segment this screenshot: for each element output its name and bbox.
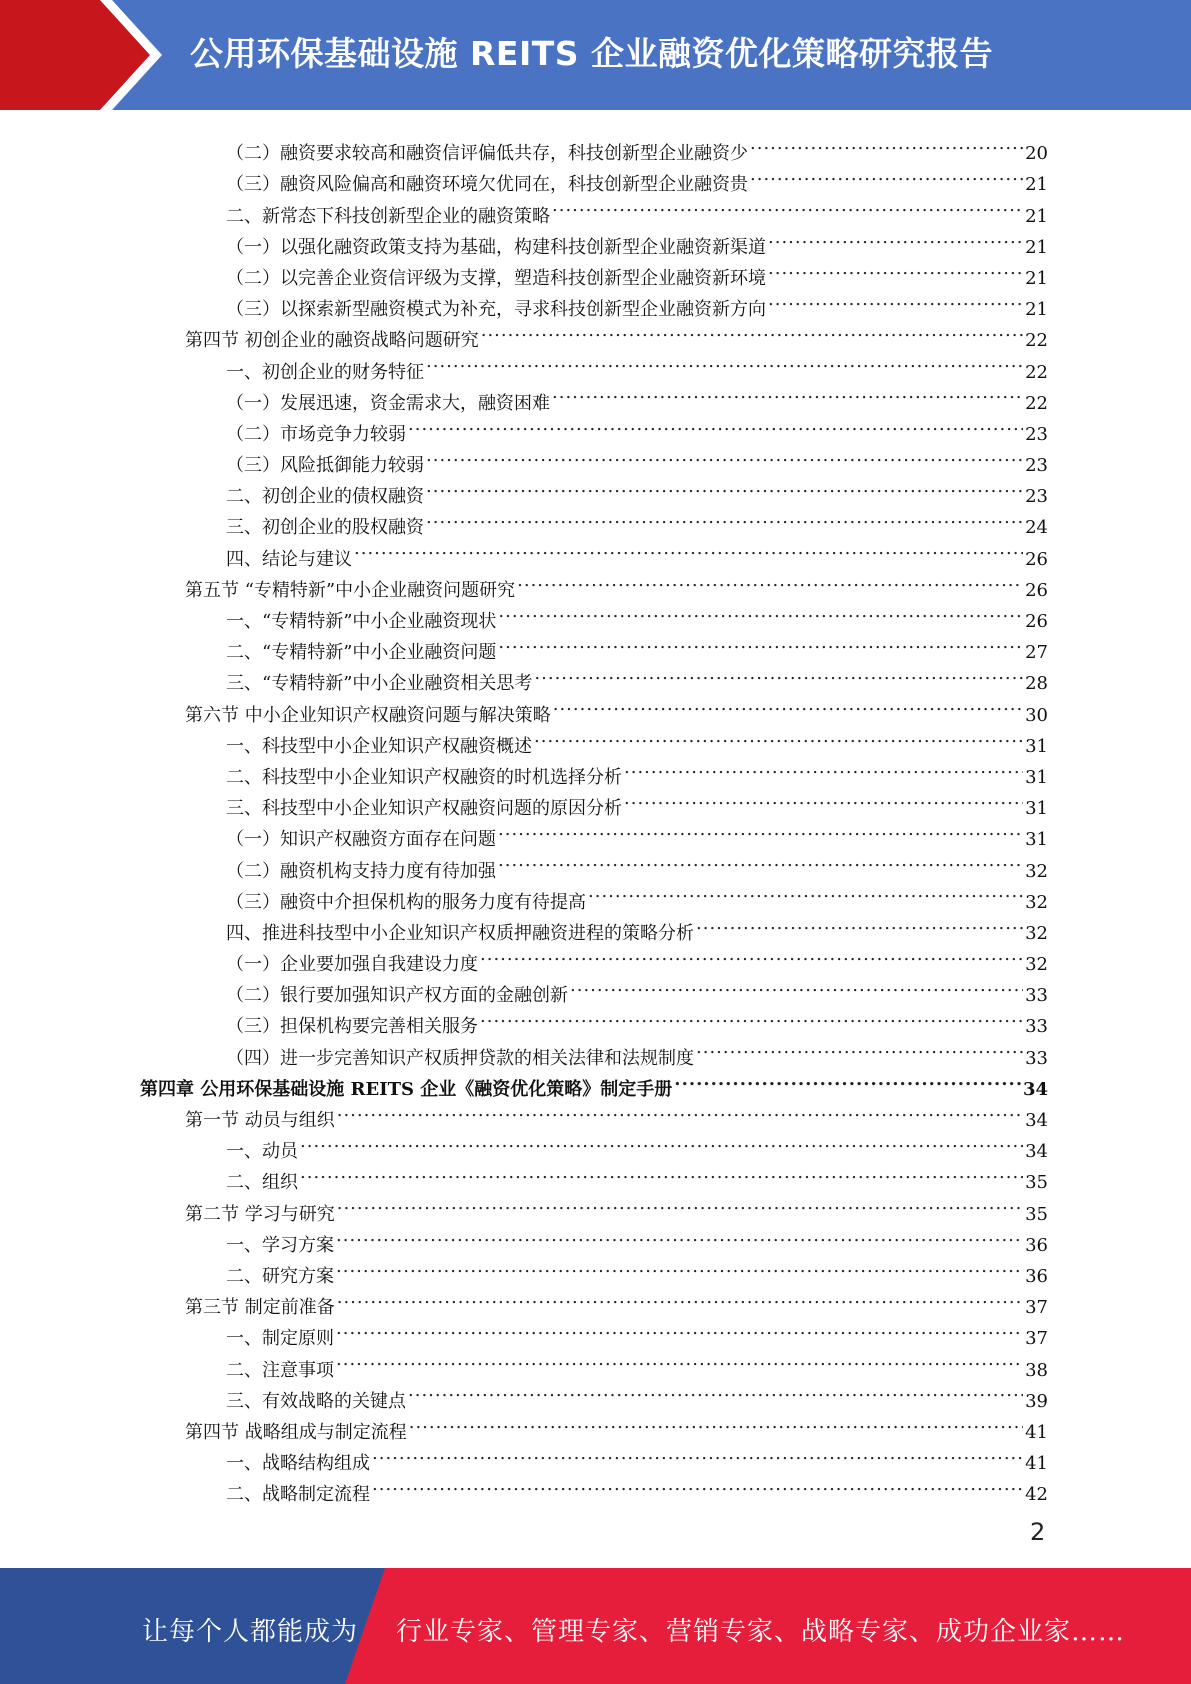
toc-leader-dots [534,658,1023,689]
toc-leader-dots [300,1157,1023,1188]
toc-entry-title: （二）银行要加强知识产权方面的金融创新 [226,985,568,1007]
toc-entry[interactable] [140,128,1048,165]
toc-leader-dots [336,1344,1023,1375]
toc-entry-title: （一）知识产权融资方面存在问题 [226,829,496,851]
toc-entry-title: （一）发展迅速，资金需求大，融资困难 [226,392,550,414]
toc-entry-title: 第一节 动员与组织 [185,1110,335,1131]
toc-leader-dots [750,159,1023,190]
toc-entry-title: （二）融资要求较高和融资信评偏低共存，科技创新型企业融资少 [226,143,748,165]
toc-entry-title: （二）市场竞争力较弱 [226,423,406,445]
toc-leader-dots [481,315,1023,346]
toc-entry-title: 一、初创企业的财务特征 [226,361,424,383]
toc-entry-title: 二、新常态下科技创新型企业的融资策略 [226,205,550,227]
toc-entry-title: （三）融资风险偏高和融资环境欠优同在，科技创新型企业融资贵 [226,174,748,196]
toc-leader-dots [408,409,1023,440]
toc-entry-title: 二、研究方案 [226,1265,334,1287]
toc-entry-title: （二）以完善企业资信评级为支撑，塑造科技创新型企业融资新环境 [226,267,766,289]
toc-leader-dots [552,378,1023,409]
toc-entry-title: （四）进一步完善知识产权质押贷款的相关法律和法规制度 [226,1047,694,1069]
toc-leader-dots [409,1407,1023,1438]
toc-entry-title: 第四节 初创企业的融资战略问题研究 [185,330,479,352]
page-header [0,0,1191,110]
toc-entry-page: 36 [1025,1265,1048,1287]
toc-leader-dots [768,284,1023,315]
toc-leader-dots [372,1438,1023,1469]
toc-leader-dots [768,222,1023,253]
toc-entry-title: 三、“专精特新”中小企业融资相关思考 [226,673,533,695]
toc-leader-dots [696,1032,1023,1063]
toc-entry-page: 33 [1025,1016,1048,1038]
toc-entry-page: 24 [1025,517,1048,539]
toc-entry-title: 一、动员 [226,1141,298,1163]
toc-leader-dots [372,1469,1023,1500]
toc-entry-page: 37 [1025,1297,1048,1319]
toc-leader-dots [426,471,1023,502]
toc-entry-title: （三）担保机构要完善相关服务 [226,1016,478,1038]
toc-leader-dots [480,939,1023,970]
toc-entry-page: 22 [1025,361,1048,383]
toc-entry-page: 35 [1025,1203,1048,1225]
toc-entry-title: 第三节 制定前准备 [185,1297,335,1319]
toc-entry-page: 33 [1025,985,1048,1007]
toc-entry-page: 31 [1025,829,1048,851]
toc-entry-title: 一、科技型中小企业知识产权融资概述 [226,735,532,757]
toc-leader-dots [426,346,1023,377]
toc-entry-page: 32 [1025,860,1048,882]
toc-entry-page: 31 [1025,735,1048,757]
toc-entry-title: 四、推进科技型中小企业知识产权质押融资进程的策略分析 [226,922,694,944]
toc-entry-title: 一、制定原则 [226,1328,334,1350]
toc-entry-title: 第四节 战略组成与制定流程 [185,1421,407,1443]
toc-entry-title: 二、组织 [226,1172,298,1194]
toc-entry-title: （一）以强化融资政策支持为基础，构建科技创新型企业融资新渠道 [226,236,766,258]
toc-leader-dots [480,1001,1023,1032]
toc-entry-page: 32 [1025,891,1048,913]
toc-entry-page: 23 [1025,486,1048,508]
toc-entry-title: 第五节 “专精特新”中小企业融资问题研究 [185,579,516,601]
toc-entry-page: 20 [1025,143,1048,165]
toc-entry-page: 27 [1025,642,1048,664]
toc-entry-page: 36 [1025,1234,1048,1256]
toc-entry-title: 第二节 学习与研究 [185,1203,335,1225]
toc-leader-dots [624,783,1023,814]
toc-entry-title: 第四章 公用环保基础设施 REITS 企业《融资优化策略》制定手册 [140,1078,673,1100]
toc-entry-title: （二）融资机构支持力度有待加强 [226,860,496,882]
toc-entry-page: 32 [1025,922,1048,944]
toc-entry-page: 21 [1025,267,1048,289]
toc-leader-dots [336,1220,1023,1251]
toc-entry-title: （三）风险抵御能力较弱 [226,455,424,477]
toc-entry-title: 四、结论与建议 [226,548,352,570]
table-of-contents [140,128,1048,1506]
toc-leader-dots [300,1126,1023,1157]
toc-leader-dots [674,1064,1021,1095]
toc-leader-dots [498,814,1023,845]
toc-leader-dots [337,1188,1023,1219]
toc-entry-title: 三、初创企业的股权融资 [226,517,424,539]
toc-entry-page: 22 [1025,330,1048,352]
footer-slogan-left: 让每个人都能成为 [142,1617,359,1647]
toc-entry-title: 二、“专精特新”中小企业融资问题 [226,642,497,664]
report-title: 公用环保基础设施 REITS 企业融资优化策略研究报告 [190,34,993,73]
toc-leader-dots [498,627,1023,658]
toc-entry-page: 21 [1025,299,1048,321]
toc-leader-dots [337,1282,1023,1313]
toc-leader-dots [553,689,1023,720]
toc-entry-title: 二、科技型中小企业知识产权融资的时机选择分析 [226,766,622,788]
toc-leader-dots [337,1095,1023,1126]
toc-leader-dots [552,190,1023,221]
toc-entry-page: 21 [1025,174,1048,196]
toc-entry-page: 26 [1025,611,1048,632]
toc-entry-page: 38 [1025,1359,1048,1381]
toc-entry-page: 34 [1022,1078,1048,1100]
toc-entry-page: 41 [1025,1421,1048,1443]
footer-slogan-right: 行业专家、管理专家、营销专家、战略专家、成功企业家…… [396,1617,1126,1647]
toc-leader-dots [570,970,1023,1001]
toc-leader-dots [336,1251,1023,1282]
toc-entry-page: 26 [1025,548,1048,570]
toc-entry-title: 二、注意事项 [226,1359,334,1381]
toc-entry-title: 三、有效战略的关键点 [226,1390,406,1412]
toc-entry-title: 二、战略制定流程 [226,1484,370,1506]
toc-entry-title: 一、战略结构组成 [226,1453,370,1475]
toc-entry-title: 第六节 中小企业知识产权融资问题与解决策略 [185,704,551,726]
toc-entry-page: 21 [1025,205,1048,227]
toc-entry-page: 33 [1025,1047,1048,1069]
toc-entry-page: 35 [1025,1172,1048,1194]
toc-entry-page: 41 [1025,1453,1048,1475]
toc-entry-page: 32 [1025,954,1048,976]
toc-leader-dots [768,253,1023,284]
toc-entry-page: 28 [1025,673,1048,695]
toc-leader-dots [588,877,1023,908]
toc-entry-page: 34 [1025,1141,1048,1163]
toc-leader-dots [498,596,1023,627]
toc-entry-page: 26 [1025,579,1048,601]
toc-entry-page: 23 [1025,455,1048,477]
toc-entry-page: 23 [1025,423,1048,445]
toc-leader-dots [517,565,1023,596]
toc-leader-dots [750,128,1023,159]
toc-entry-title: （三）以探索新型融资模式为补充，寻求科技创新型企业融资新方向 [226,299,766,321]
toc-leader-dots [696,908,1023,939]
toc-entry-title: （一）企业要加强自我建设力度 [226,954,478,976]
toc-entry-title: （三）融资中介担保机构的服务力度有待提高 [226,891,586,913]
toc-entry-page: 31 [1025,766,1048,788]
page-number: 2 [1030,1518,1046,1546]
toc-entry-page: 37 [1025,1328,1048,1350]
toc-entry-page: 34 [1025,1110,1048,1131]
toc-entry-page: 30 [1025,704,1048,726]
toc-leader-dots [534,721,1023,752]
toc-leader-dots [354,533,1023,564]
toc-leader-dots [624,752,1023,783]
toc-leader-dots [408,1376,1023,1407]
toc-leader-dots [426,440,1023,471]
toc-entry-page: 21 [1025,236,1048,258]
toc-entry-page: 42 [1025,1484,1048,1506]
toc-entry-title: 二、初创企业的债权融资 [226,486,424,508]
toc-leader-dots [426,502,1023,533]
page-footer [0,1568,1191,1684]
toc-entry-title: 三、科技型中小企业知识产权融资问题的原因分析 [226,798,622,820]
toc-entry-title: 一、“专精特新”中小企业融资现状 [226,611,497,632]
toc-leader-dots [336,1313,1023,1344]
toc-entry-page: 39 [1025,1390,1048,1412]
toc-entry-title: 一、学习方案 [226,1234,334,1256]
toc-entry-page: 31 [1025,798,1048,820]
toc-leader-dots [498,845,1023,876]
toc-entry-page: 22 [1025,392,1048,414]
